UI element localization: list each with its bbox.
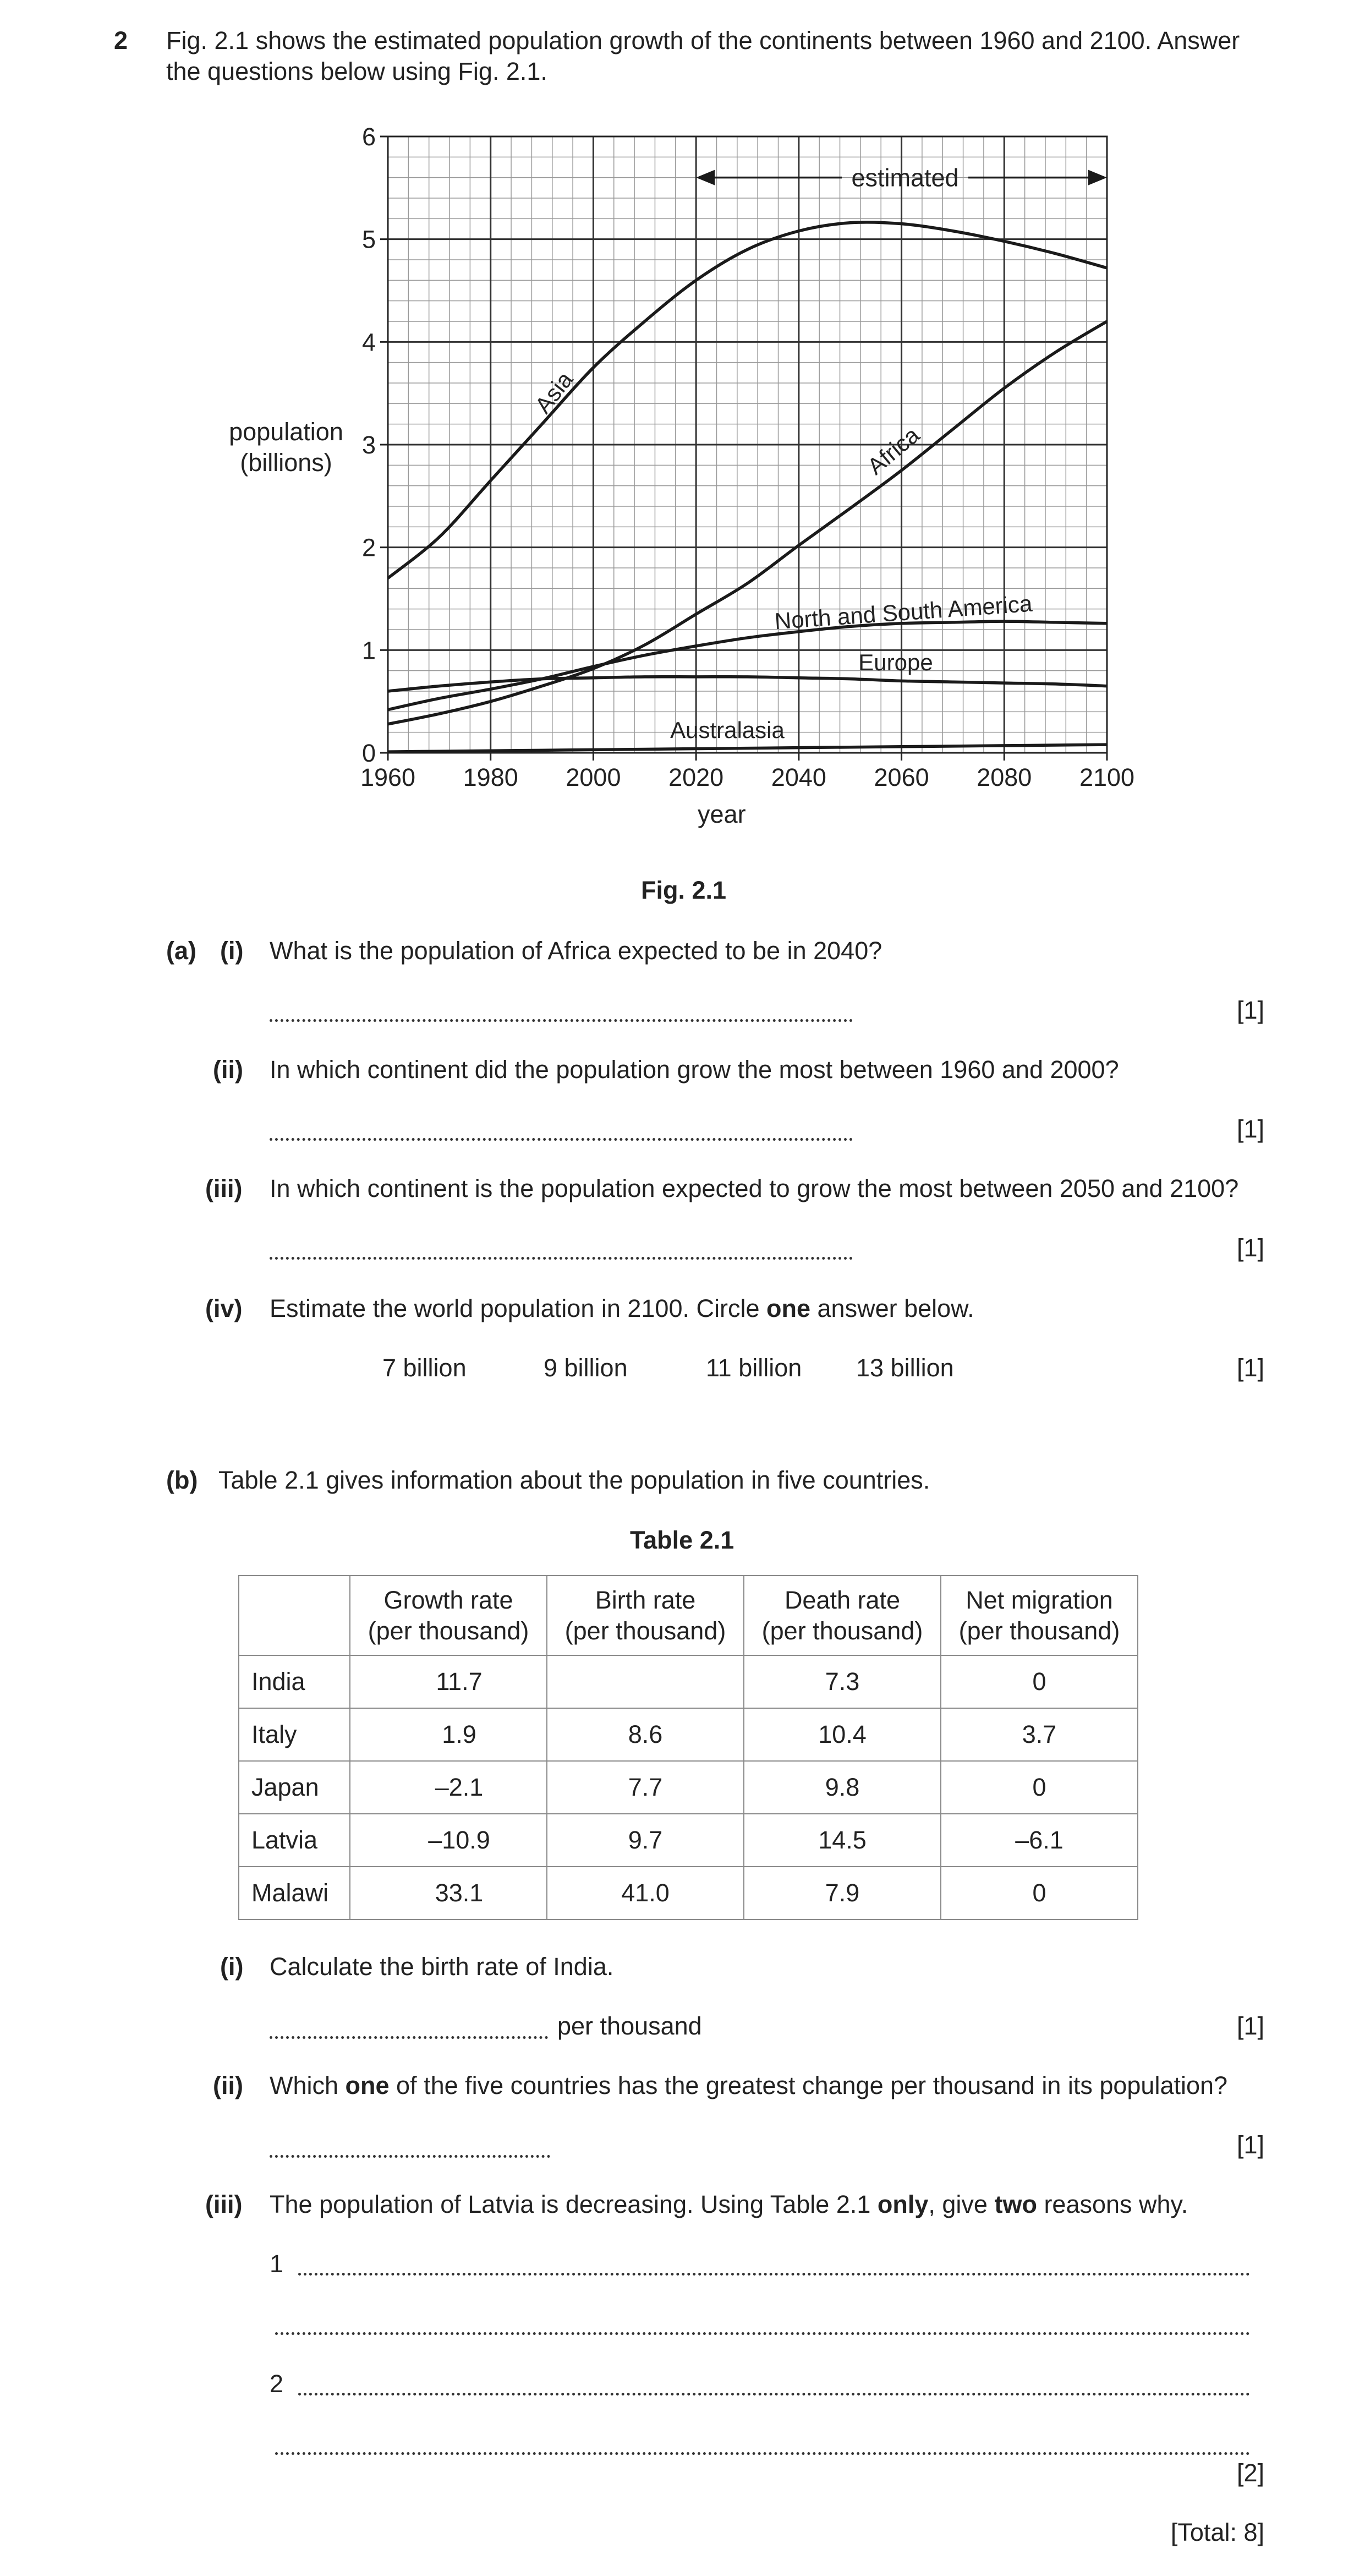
x-tick-label: 2100 [1079,763,1135,791]
part-a-label: (a) [166,937,196,965]
option-13-billion[interactable]: 13 billion [856,1354,954,1382]
x-axis-label: year [698,800,746,828]
part-a-i-marks: [1] [1236,996,1264,1024]
y-tick-label: 1 [361,636,376,665]
series-line-asia [388,222,1107,578]
reason-2-answer-line-1[interactable] [298,2393,1250,2395]
figure-caption: Fig. 2.1 [641,876,727,904]
part-b-i-unit: per thousand [557,2012,702,2040]
reason-1-number: 1 [270,2250,284,2278]
part-b-i-question: Calculate the birth rate of India. [270,1952,614,1981]
table-cell-growth-rate: –2.1 [350,1761,547,1814]
part-a-iv-text-before: Estimate the world population in 2100. Circle [270,1294,766,1322]
part-a-iii-label: (iii) [205,1174,243,1202]
question-number: 2 [114,26,128,54]
table-cell-net-migration: –6.1 [941,1814,1138,1867]
net-migration-header-line-1: Net migration [966,1585,1113,1614]
part-b-ii-text-bold: one [345,2071,390,2099]
death-rate-header-line-1: Death rate [784,1585,901,1614]
growth-rate-header-line-2: (per thousand) [368,1616,529,1645]
estimated-arrow-head-left [696,170,715,185]
part-b-ii-text-before: Which [270,2071,346,2099]
part-a-iv-marks: [1] [1236,1354,1264,1382]
reason-1-answer-line-1[interactable] [298,2273,1250,2276]
y-tick-label: 2 [361,533,376,562]
series-line-australasia [388,745,1107,752]
y-tick-label: 3 [361,431,376,459]
x-tick-label: 1980 [463,763,518,791]
table-header-blank [239,1576,350,1655]
part-b-ii-answer-line[interactable] [270,2155,550,2158]
part-a-iv-question [270,1294,974,1323]
table-cell-birth-rate: 7.7 [547,1761,744,1814]
table-cell-country: Malawi [239,1867,350,1919]
option-11-billion[interactable]: 11 billion [706,1354,802,1382]
x-tick-label: 2040 [771,763,826,791]
part-a-iii-question: In which continent is the population expected to grow the most between 2050 and 2100? [270,1174,1239,1202]
table-row [239,1761,1138,1814]
part-b-ii-marks: [1] [1236,2131,1264,2159]
part-a-ii-label: (ii) [213,1055,243,1084]
reason-2-number: 2 [270,2370,284,2398]
part-b-iii-text-1: The population of Latvia is decreasing. Using Table 2.1 [270,2190,878,2218]
part-a-i-answer-line[interactable] [270,1019,853,1022]
part-a-i-question: What is the population of Africa expected to be in 2040? [270,937,882,965]
birth-rate-header-line-2: (per thousand) [564,1616,726,1645]
series-label-africa: Africa [862,422,924,480]
x-tick-label: 2020 [668,763,724,791]
table-cell-net-migration: 0 [941,1761,1138,1814]
part-a-iii-answer-line[interactable] [270,1257,853,1260]
part-b-ii-label: (ii) [213,2071,243,2099]
reason-2-answer-line-2[interactable] [275,2452,1250,2455]
table-cell-birth-rate: 8.6 [547,1708,744,1761]
y-tick-label: 6 [361,123,376,151]
series-label-asia: Asia [529,367,578,418]
table-cell-country: India [239,1655,350,1708]
table-header-row [239,1576,1138,1655]
table-cell-birth-rate [547,1655,744,1708]
x-tick-label: 2060 [874,763,929,791]
table-cell-death-rate: 7.3 [744,1655,941,1708]
reason-1-answer-line-2[interactable] [275,2332,1250,2335]
series-label-europe: Europe [858,649,933,675]
estimated-arrow-head-right [1088,170,1107,185]
table-row [239,1655,1138,1708]
part-b-iii-text-bold-2: two [994,2190,1037,2218]
table-caption: Table 2.1 [630,1526,734,1554]
table-header-growth-rate [350,1576,547,1655]
table-cell-net-migration: 0 [941,1867,1138,1919]
net-migration-header-line-2: (per thousand) [958,1616,1120,1645]
table-cell-growth-rate: –10.9 [350,1814,547,1867]
table-cell-birth-rate: 9.7 [547,1814,744,1867]
part-b-i-answer-line[interactable] [270,2036,548,2039]
series-line-north-south-america [388,621,1107,710]
y-tick-label: 0 [361,739,376,767]
part-a-ii-answer-line[interactable] [270,1138,853,1141]
table-header-net-migration [941,1576,1138,1655]
part-b-iii-marks: [2] [1236,2459,1264,2487]
part-b-iii-text-bold-1: only [877,2190,929,2218]
part-b-i-label: (i) [220,1952,244,1981]
total-marks: [Total: 8] [1170,2518,1264,2546]
part-a-ii-question: In which continent did the population grow the most between 1960 and 2000? [270,1055,1119,1084]
series-line-africa [388,321,1107,724]
part-b-ii-text-after: of the five countries has the greatest change per thousand in its population? [389,2071,1228,2099]
y-axis-label-line-2: (billions) [240,449,332,477]
growth-rate-header-line-1: Growth rate [383,1585,513,1614]
part-b-intro: Table 2.1 gives information about the population in five countries. [218,1466,930,1494]
chart-major-grid [388,136,1107,753]
series-label-australasia: Australasia [670,717,785,743]
estimated-label: estimated [851,163,959,192]
part-a-iv-text-after: answer below. [810,1294,974,1322]
table-cell-death-rate: 10.4 [744,1708,941,1761]
table-header-death-rate [744,1576,941,1655]
death-rate-header-line-2: (per thousand) [761,1616,923,1645]
part-b-iii-question [270,2190,1188,2219]
table-header-birth-rate [547,1576,744,1655]
table-cell-net-migration: 0 [941,1655,1138,1708]
table-cell-death-rate: 9.8 [744,1761,941,1814]
question-intro-line-2: the questions below using Fig. 2.1. [166,57,547,85]
table-row [239,1867,1138,1919]
table-cell-country: Japan [239,1761,350,1814]
table-cell-growth-rate: 33.1 [350,1867,547,1919]
birth-rate-header-line-1: Birth rate [595,1585,696,1614]
part-b-iii-label: (iii) [205,2190,243,2218]
option-7-billion[interactable]: 7 billion [382,1354,467,1382]
table-row [239,1708,1138,1761]
part-b-i-marks: [1] [1236,2012,1264,2040]
y-tick-label: 4 [361,328,376,357]
part-a-ii-marks: [1] [1236,1115,1264,1143]
option-9-billion[interactable]: 9 billion [544,1354,628,1382]
table-row [239,1814,1138,1867]
table-cell-net-migration: 3.7 [941,1708,1138,1761]
x-tick-label: 1960 [360,763,416,791]
table-cell-death-rate: 14.5 [744,1814,941,1867]
part-a-i-label: (i) [220,937,244,965]
table-cell-death-rate: 7.9 [744,1867,941,1919]
table-cell-country: Italy [239,1708,350,1761]
part-b-iii-text-2: , give [928,2190,995,2218]
y-tick-label: 5 [361,225,376,254]
table-cell-country: Latvia [239,1814,350,1867]
population-table [238,1575,1138,1920]
question-intro-line-1: Fig. 2.1 shows the estimated population growth of the continents between 1960 and 2100. Answer [166,26,1240,54]
table-cell-growth-rate: 11.7 [350,1655,547,1708]
part-b-label: (b) [166,1466,198,1494]
table-cell-birth-rate: 41.0 [547,1867,744,1919]
population-chart [0,0,1365,858]
table-cell-growth-rate: 1.9 [350,1708,547,1761]
x-tick-label: 2000 [566,763,621,791]
chart-series-lines [388,222,1107,752]
part-a-iv-label: (iv) [205,1294,243,1322]
x-tick-label: 2080 [977,763,1032,791]
series-label-north-south-america: North and South America [774,590,1033,635]
part-b-ii-question [270,2071,1227,2100]
y-axis-label-line-1: population [229,418,343,446]
part-a-iii-marks: [1] [1236,1234,1264,1262]
part-a-iv-text-bold: one [766,1294,811,1322]
part-b-iii-text-3: reasons why. [1037,2190,1188,2218]
